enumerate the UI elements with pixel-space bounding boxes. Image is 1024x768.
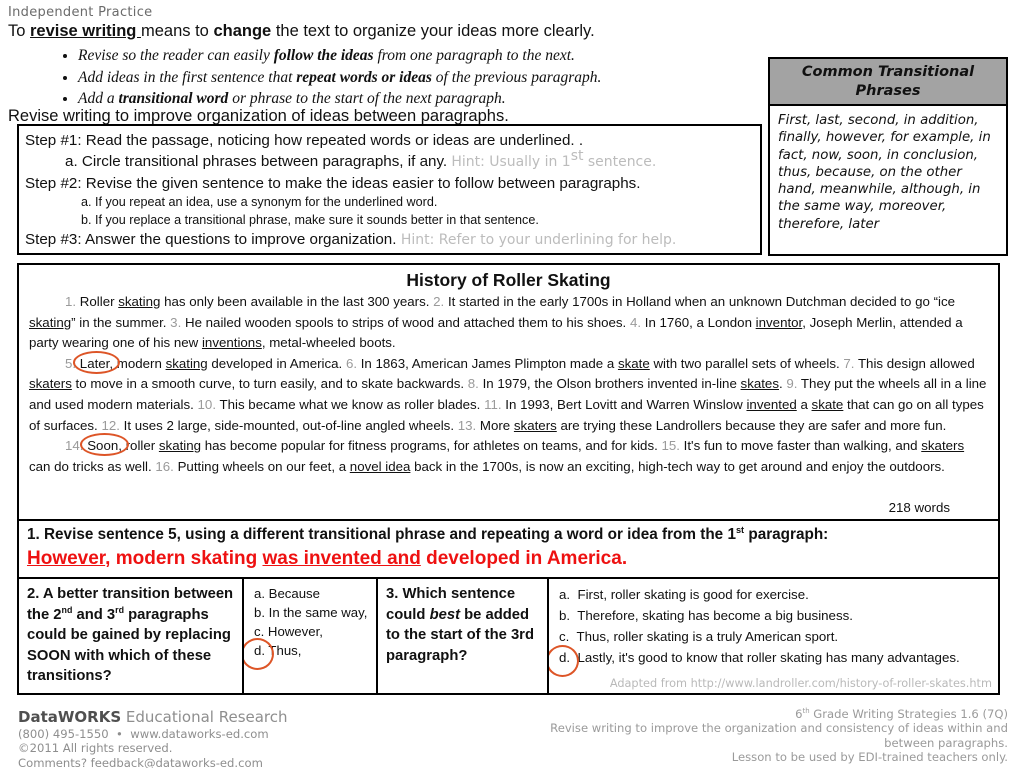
footer-objective: Revise writing to improve the organization and consistency of ideas within and between paragraphs.	[550, 721, 1008, 750]
question-3-option-b: b. Therefore, skating has become a big business.	[559, 608, 853, 623]
revision-tip-1: • Revise so the reader can easily follow the ideas from one paragraph to the next.	[78, 45, 601, 67]
footer-feedback: Comments? feedback@dataworks-ed.com	[18, 755, 263, 768]
revision-tip-2: • Add ideas in the first sentence that repeat words or ideas of the previous paragraph.	[78, 67, 601, 89]
footer-grade-line: 6th Grade Writing Strategies 1.6 (7Q)	[795, 707, 1008, 721]
question-2-prompt: 2. A better transition between the 2nd and 3rd paragraphs could be gained by replacing SOON with which of these transitions?	[27, 586, 234, 684]
question-2-prompt-cell	[19, 579, 242, 693]
question-2-options-cell	[242, 579, 376, 693]
footer-brand-suffix: Educational Research	[121, 708, 288, 726]
question-2-option-a: a. Because	[254, 586, 320, 601]
footer-copyright: ©2011 All rights reserved.	[18, 741, 173, 756]
step-1a: a. Circle transitional phrases between paragraphs, if any. Hint: Usually in 1st sentence.	[65, 147, 657, 170]
intro-line: To revise writing means to change the text to organize your ideas more clearly.	[8, 22, 595, 40]
passage-paragraph-2: 5. Later, modern skating developed in America. 6. In 1863, American James Plimpton made a skate with two parallel sets of wheels. 7. This design allowed skaters to move in a smooth curve, to turn easily, and to skate backwards. 8. In 1979, the Olson brothers invented in-line skates. 9. They put the wheels all in a line and used modern materials. 10. This became what we know as roller blades. 11. In 1993, Bert Lovitt and Warren Winslow invented a skate that can go on all types of surfaces. 12. It uses 2 large, side-mounted, out-of-line angled wheels. 13. More skaters are trying these Landrollers because they are safer and more fun.	[29, 355, 987, 433]
questions-table	[17, 577, 1000, 695]
step-2b: b. If you replace a transitional phrase, make sure it sounds better in that sentence.	[81, 212, 539, 227]
footer-phone: (800) 495-1550 • www.dataworks-ed.com	[18, 727, 269, 741]
question-3-prompt-cell	[376, 579, 547, 693]
question-2-option-d: d. Thus,	[254, 643, 302, 658]
step-2: Step #2: Revise the given sentence to make the ideas easier to follow between paragraphs.	[25, 175, 641, 192]
step-3: Step #3: Answer the questions to improve organization. Hint: Refer to your underlining for help.	[25, 231, 677, 248]
question-2-option-b: b. In the same way,	[254, 605, 368, 620]
footer-brand	[18, 707, 288, 727]
objective-line: Revise writing to improve organization of ideas between paragraphs.	[8, 107, 509, 125]
footer-left	[18, 707, 288, 768]
question-3-option-d: d. Lastly, it's good to know that roller skating has many advantages.	[559, 650, 960, 665]
lesson-type-label: Independent Practice	[8, 5, 153, 20]
question-1-answer: However, modern skating was invented and developed in America.	[27, 548, 628, 569]
footer-right	[508, 707, 1008, 764]
passage-paragraph-1: 1. Roller skating has only been available in the last 300 years. 2. It started in the early 1700s in Holland when an unknown Dutchman decided to go “ice skating” in the summer. 3. He nailed wooden spools to strips of wood and attached them to his shoes. 4. In 1760, a London inventor, Joseph Merlin, attended a party wearing one of his new inventions, metal-wheeled boots.	[29, 294, 963, 351]
transitional-phrases-title: Common Transitional Phrases	[770, 59, 1006, 106]
question-3-option-a: a. First, roller skating is good for exercise.	[559, 587, 809, 602]
footer-brand-name: DataWORKS	[18, 708, 122, 726]
revision-tip-3: • Add a transitional word or phrase to the start of the next paragraph.	[78, 88, 601, 110]
question-3-prompt: 3. Which sentence could best be added to the start of the 3rd paragraph?	[386, 586, 534, 664]
transitional-phrases-list: First, last, second, in addition, finally, however, for example, in fact, now, soon, in conclusion, thus, because, on the other hand, meanwhile, although, in the same way, moreover, therefore, later	[778, 113, 991, 232]
passage-box	[17, 263, 1000, 521]
question-3-options-cell	[547, 579, 998, 693]
passage-paragraph-3: 14. Soon, roller skating has become popular for fitness programs, for athletes on teams, and for kids. 15. It's fun to move faster than walking, and skaters can do tricks as well. 16. Putting wheels on our feet, a novel idea back in the 1700s, is now an exciting, high-tech way to get around and enjoy the outdoors.	[29, 438, 965, 474]
question-1-prompt: 1. Revise sentence 5, using a different transitional phrase and repeating a word or idea from the 1st paragraph:	[27, 524, 829, 543]
transitional-phrases-box	[768, 57, 1008, 256]
question-1	[17, 519, 1000, 579]
step-2a: a. If you repeat an idea, use a synonym for the underlined word.	[81, 195, 438, 209]
step-1: Step #1: Read the passage, noticing how repeated words or ideas are underlined. .	[25, 132, 584, 149]
steps-box	[17, 124, 762, 255]
word-count: 218 words	[888, 500, 950, 515]
passage-title: History of Roller Skating	[406, 270, 611, 290]
footer-edi-note: Lesson to be used by EDI-trained teachers only.	[731, 749, 1008, 764]
revision-tips-list	[62, 45, 601, 110]
source-attribution: Adapted from http://www.landroller.com/history-of-roller-skates.htm	[609, 677, 992, 690]
question-2-option-c: c. However,	[254, 624, 323, 639]
question-3-option-c: c. Thus, roller skating is a truly American sport.	[559, 629, 839, 644]
